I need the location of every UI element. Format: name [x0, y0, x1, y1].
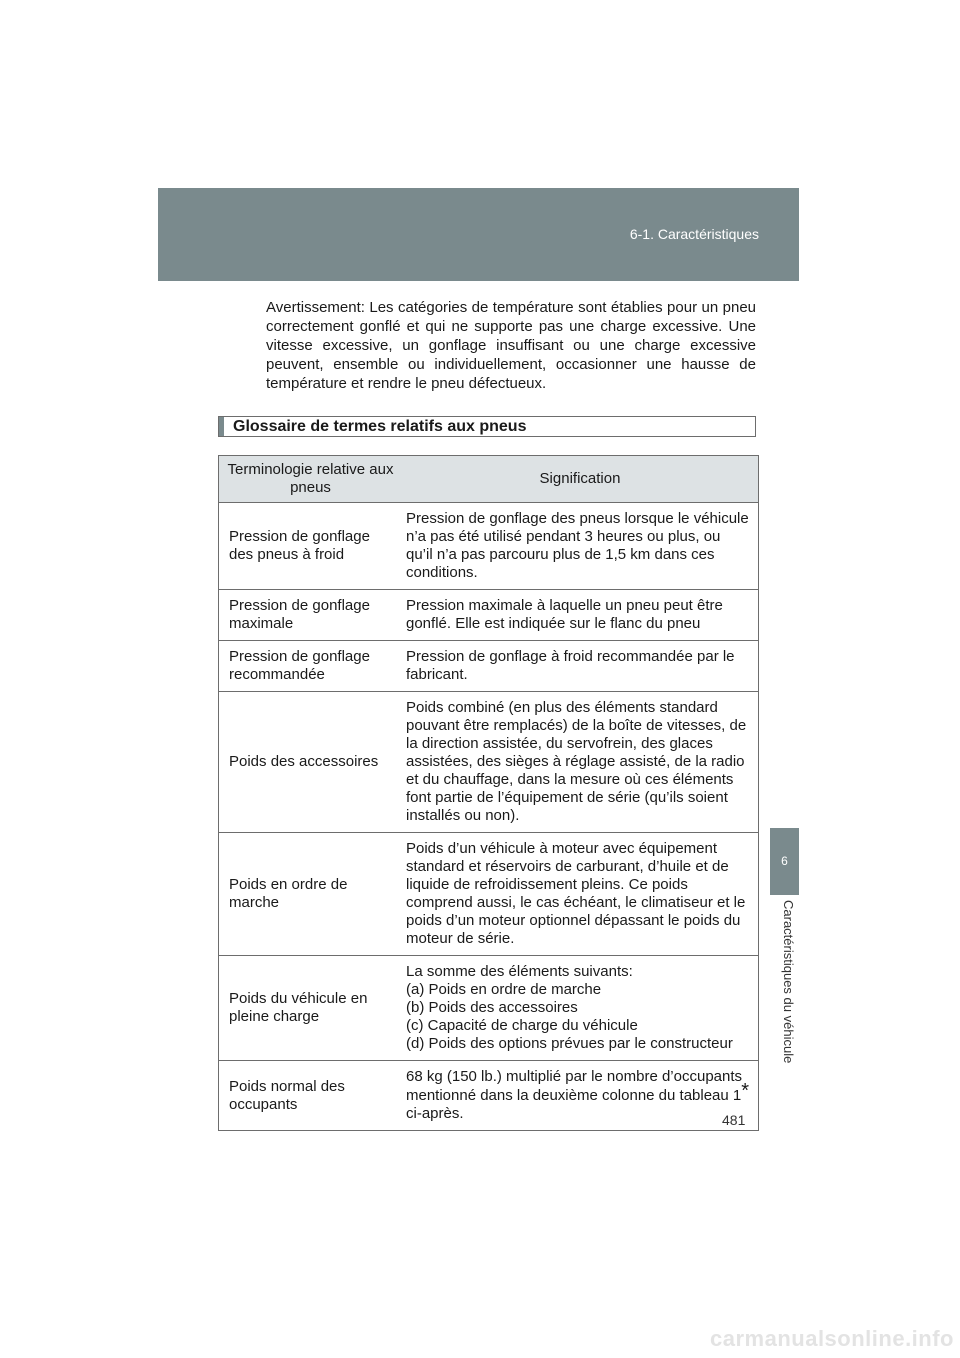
term-cell: Pression de gonflage des pneus à froid — [219, 503, 403, 590]
section-title: Glossaire de termes relatifs aux pneus — [233, 418, 527, 435]
header-section-title: 6-1. Caractéristiques — [629, 226, 759, 242]
definition-line: (c) Capacité de charge du véhicule — [406, 1017, 638, 1034]
term-cell: Pression de gonflage recommandée — [219, 641, 403, 692]
definition-cell: Pression de gonflage à froid recommandée par le fabricant. — [402, 641, 759, 692]
table-row — [219, 833, 759, 956]
term-cell: Poids normal des occupants — [219, 1061, 403, 1131]
definition-cell: Pression de gonflage des pneus lorsque le véhicule n’a pas été utilisé pendant 3 heures ou plus, ou qu’il n’a pas parcouru plus de 1,5 km dans ces conditions. — [402, 503, 759, 590]
definition-cell — [402, 956, 759, 1061]
warning-paragraph: Avertissement: Les catégories de température sont établies pour un pneu correctement gonflé et qui ne supporte pas une charge excessive. Une vitesse excessive, un gonflage insuffisant ou une charge excessive peuvent, ensemble ou individuellement, occasionner une hausse de température et rendre le pneu défectueux. — [266, 299, 756, 392]
definition-line: (a) Poids en ordre de marche — [406, 981, 602, 998]
definition-text: 68 kg (150 lb.) multiplié par le nombre d’occupants mentionné dans la deuxième colonne du tableau 1 — [406, 1068, 743, 1104]
section-heading — [218, 416, 756, 437]
definition-line: (d) Poids des options prévues par le constructeur — [406, 1035, 733, 1052]
definition-text-end: ci-après. — [406, 1105, 464, 1122]
definition-cell: Poids combiné (en plus des éléments standard pouvant être remplacés) de la boîte de vitesses, de la direction assistée, du servofrein, des glaces assistées, des sièges à réglage assisté, de la radio et du chauffage, dans la mesure où ces éléments font partie de l’équipement de série (qu’ils soient installés ou non). — [402, 692, 759, 833]
definition-cell: Pression maximale à laquelle un pneu peut être gonflé. Elle est indiquée sur le flanc du pneu — [402, 590, 759, 641]
watermark: carmanualsonline.info — [710, 1326, 954, 1351]
table-row — [219, 590, 759, 641]
definition-line: (b) Poids des accessoires — [406, 999, 578, 1016]
table-row — [219, 1061, 759, 1131]
column-header-term: Terminologie relative aux pneus — [219, 456, 403, 503]
table-row — [219, 692, 759, 833]
term-cell: Pression de gonflage maximale — [219, 590, 403, 641]
term-cell: Poids en ordre de marche — [219, 833, 403, 956]
table-header-row — [219, 456, 759, 503]
chapter-label: Caractéristiques du véhicule — [781, 900, 796, 1064]
chapter-tab — [770, 828, 799, 895]
term-cell: Poids des accessoires — [219, 692, 403, 833]
column-header-definition: Signification — [402, 456, 759, 503]
header-band — [158, 188, 799, 281]
table-row — [219, 503, 759, 590]
table-row — [219, 641, 759, 692]
definition-line: La somme des éléments suivants: — [406, 963, 633, 980]
footnote-star: * — [741, 1080, 750, 1102]
page-number: 481 — [722, 1112, 746, 1128]
definition-cell — [402, 1061, 759, 1131]
glossary-table — [218, 455, 759, 1131]
definition-cell: Poids d’un véhicule à moteur avec équipement standard et réservoirs de carburant, d’huile et de liquide de refroidissement pleins. Ce poids comprend aussi, le cas échéant, le climatiseur et le poids d’un moteur optionnel dépassant le poids du moteur de série. — [402, 833, 759, 956]
section-heading-accent — [219, 417, 224, 436]
term-cell: Poids du véhicule en pleine charge — [219, 956, 403, 1061]
table-row — [219, 956, 759, 1061]
chapter-number: 6 — [781, 854, 788, 868]
